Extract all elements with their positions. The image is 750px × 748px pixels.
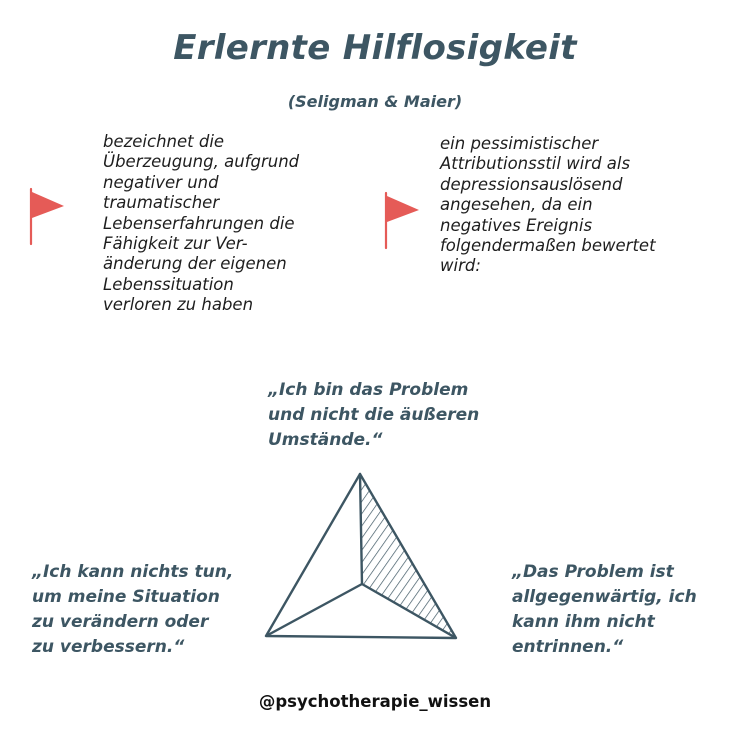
quote-global xyxy=(512,560,697,660)
quote-line: Umstände.“ xyxy=(268,430,383,450)
quote-line: zu verbessern.“ xyxy=(32,637,185,657)
footer-handle: @psychotherapie_wissen xyxy=(258,692,492,711)
definition-line: Lebenssituation xyxy=(103,274,234,294)
definition-line: bezeichnet die xyxy=(103,132,225,151)
quote-line: allgegenwärtig, ich xyxy=(512,587,697,607)
quote-line: „Ich bin das Problem xyxy=(268,380,469,400)
page-title: Erlernte Hilflosigkeit xyxy=(173,28,577,68)
definition-line: traumatischer xyxy=(103,193,220,213)
hatched-pyramid-icon xyxy=(258,466,464,646)
quote-line: „Das Problem ist xyxy=(512,562,674,582)
quote-line: um meine Situation xyxy=(32,587,220,607)
attribution-line: ein pessimistischer xyxy=(440,134,599,153)
attribution-line: depressionsauslösend xyxy=(440,174,623,194)
definition-line: negativer und xyxy=(103,172,219,192)
attribution-line: Attributionsstil wird als xyxy=(440,154,631,174)
red-flag-icon xyxy=(381,190,423,250)
definition-line: Fähigkeit zur Ver- xyxy=(103,234,248,254)
definition-line: Überzeugung, aufgrund xyxy=(103,152,300,172)
page-subtitle: (Seligman & Maier) xyxy=(287,92,463,111)
quote-line: kann ihm nicht xyxy=(512,612,655,632)
quote-line: und nicht die äußeren xyxy=(268,405,480,425)
red-flag-icon xyxy=(26,186,68,246)
quote-line: zu verändern oder xyxy=(32,612,209,632)
quote-stable xyxy=(32,560,233,660)
quote-line: „Ich kann nichts tun, xyxy=(32,562,234,582)
attribution-text xyxy=(440,134,656,277)
quote-line: entrinnen.“ xyxy=(512,637,624,657)
definition-line: Lebenserfahrungen die xyxy=(103,213,295,233)
definition-line: verloren zu haben xyxy=(103,295,254,315)
quote-internal xyxy=(268,378,479,453)
attribution-line: angesehen, da ein xyxy=(440,195,593,215)
definition-line: änderung der eigenen xyxy=(103,254,287,274)
attribution-line: wird: xyxy=(440,256,481,276)
attribution-line: folgendermaßen bewertet xyxy=(440,236,656,256)
definition-text xyxy=(103,132,299,316)
attribution-line: negatives Ereignis xyxy=(440,215,593,235)
